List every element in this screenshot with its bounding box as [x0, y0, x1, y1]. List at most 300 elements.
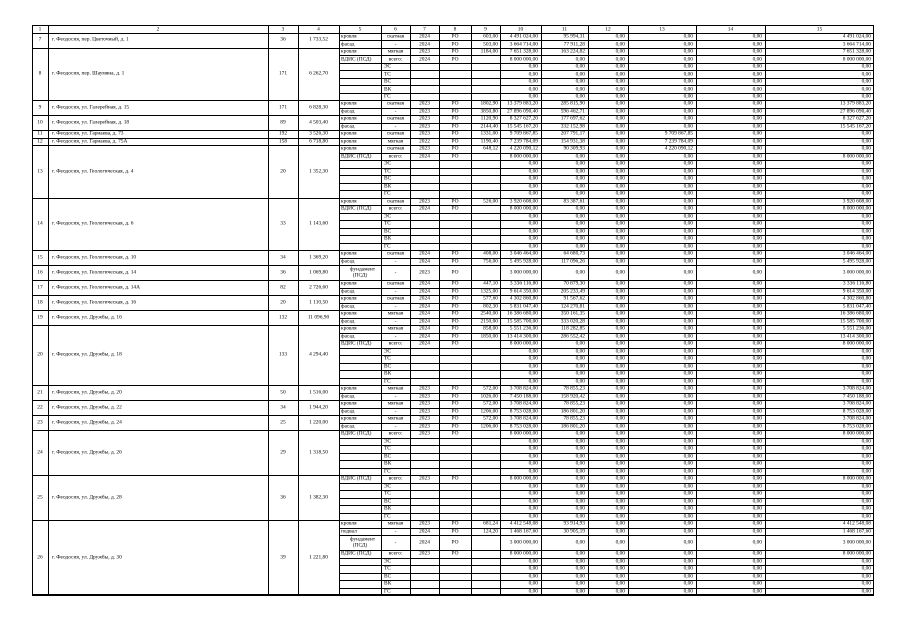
amount-cell: 0,00: [615, 400, 625, 407]
amount-cell: 0,00: [575, 490, 585, 497]
material-cell: ЭС: [384, 482, 392, 489]
amount-cell: 0,00: [528, 572, 538, 579]
amount-cell: 0,00: [575, 378, 585, 385]
sub-row-rule: [339, 468, 874, 469]
address-cell: г. Феодосия, ул. Гарнаева, д. 73: [52, 130, 124, 137]
amount-cell: 0,00: [683, 355, 693, 362]
material-cell: -: [394, 303, 397, 310]
material-cell: ЭС: [384, 557, 392, 564]
amount-cell: 154 931,38: [560, 138, 585, 145]
apartments-cell: 192: [278, 130, 288, 137]
year-cell: 2023: [419, 393, 430, 400]
amount-cell: 0,00: [683, 430, 693, 437]
amount-cell: 0,00: [528, 370, 538, 377]
amount-cell: 0,00: [752, 288, 762, 295]
volume-cell: 1802,90: [480, 100, 498, 107]
amount-cell: 9 614 350,00: [842, 288, 871, 295]
amount-cell: 1 468 167,60: [842, 527, 871, 534]
method-cell: РО: [451, 310, 459, 317]
amount-cell: 3 000 000,00: [842, 269, 871, 276]
amount-cell: 3 664 714,00: [842, 40, 871, 47]
amount-cell: 0,00: [752, 539, 762, 546]
work-type-cell: ВДИС (ПСД): [341, 430, 372, 437]
amount-cell: 9 709 867,85: [509, 130, 538, 137]
amount-cell: 3 664 714,00: [509, 40, 538, 47]
volume-cell: 1850,00: [480, 333, 498, 340]
amount-cell: 0,00: [575, 348, 585, 355]
amount-cell: 8 000 000,00: [842, 205, 871, 212]
amount-cell: 0,00: [683, 100, 693, 107]
area-cell: 1 369,20: [309, 254, 328, 261]
amount-cell: 91 567,62: [563, 295, 585, 302]
amount-cell: 7 239 784,09: [509, 138, 538, 145]
amount-cell: 186 801,20: [560, 408, 585, 414]
amount-cell: 0,00: [752, 415, 762, 422]
volume-cell: 648,12: [483, 145, 498, 152]
amount-cell: 0,00: [683, 550, 693, 557]
amount-cell: 0,00: [575, 572, 585, 579]
amount-cell: 0,00: [528, 565, 538, 572]
amount-cell: 5 551 236,00: [842, 325, 871, 332]
year-cell: 2024: [419, 280, 430, 287]
amount-cell: 0,00: [861, 587, 871, 594]
amount-cell: 0,00: [615, 415, 625, 422]
year-cell: 2024: [419, 303, 430, 310]
apartments-cell: 171: [278, 104, 288, 111]
amount-cell: 8 753 028,00: [509, 408, 538, 414]
amount-cell: 0,00: [683, 400, 693, 407]
year-cell: 2023: [419, 48, 430, 55]
address-cell: г. Феодосия, ул. Дружбы, д. 18: [52, 351, 122, 358]
amount-cell: 0,00: [683, 40, 693, 47]
amount-cell: 0,00: [528, 220, 538, 227]
amount-cell: 0,00: [752, 70, 762, 77]
amount-cell: 0,00: [752, 318, 762, 325]
year-cell: 2024: [419, 205, 430, 212]
method-cell: РО: [451, 318, 459, 325]
method-cell: РО: [451, 430, 459, 437]
apartments-cell: 39: [280, 553, 286, 560]
amount-cell: 0,00: [752, 93, 762, 100]
amount-cell: 177 697,62: [560, 115, 585, 122]
row-number: 9: [38, 104, 42, 111]
volume-cell: 2144,40: [480, 123, 498, 130]
amount-cell: 0,00: [615, 295, 625, 302]
amount-cell: 30 905,19: [563, 527, 585, 534]
volume-cell: 1331,00: [480, 130, 498, 137]
amount-cell: 0,00: [752, 333, 762, 340]
volume-cell: 503,00: [483, 40, 498, 47]
amount-cell: 117 096,26: [560, 258, 585, 265]
amount-cell: 0,00: [752, 393, 762, 400]
amount-cell: 3 046 464,00: [842, 250, 871, 257]
amount-cell: 0,00: [752, 348, 762, 355]
row-number: 23: [37, 418, 43, 425]
amount-cell: 8 753 028,00: [509, 422, 538, 429]
amount-cell: 0,00: [683, 93, 693, 100]
amount-cell: 4 412 548,08: [842, 520, 871, 527]
amount-cell: 0,00: [861, 160, 871, 167]
method-cell: РО: [451, 198, 459, 205]
sub-row-rule: [339, 220, 874, 221]
material-cell: ГС: [384, 190, 391, 197]
volume-cell: 2150,00: [480, 318, 498, 325]
amount-cell: 0,00: [752, 40, 762, 47]
amount-cell: 0,00: [575, 85, 585, 92]
amount-cell: 13 414 300,00: [507, 333, 538, 340]
amount-cell: 0,00: [615, 512, 625, 519]
amount-cell: 0,00: [861, 580, 871, 587]
method-cell: РО: [451, 325, 459, 332]
amount-cell: 0,00: [615, 198, 625, 205]
year-cell: 2023: [419, 198, 430, 205]
year-cell: 2023: [419, 520, 430, 527]
amount-cell: 0,00: [615, 385, 625, 392]
apartments-cell: 34: [280, 254, 286, 261]
amount-cell: 0,00: [861, 490, 871, 497]
volume-cell: 577,60: [483, 295, 498, 302]
method-cell: РО: [451, 550, 459, 557]
year-cell: 2024: [419, 318, 430, 325]
amount-cell: 4 491 024,00: [842, 33, 871, 40]
amount-cell: 8 000 000,00: [509, 475, 538, 482]
method-cell: РО: [451, 340, 459, 347]
material-cell: ТС: [384, 565, 391, 572]
amount-cell: 16 386 680,00: [507, 310, 538, 317]
amount-cell: 0,00: [615, 235, 625, 242]
row-number: 26: [37, 553, 43, 560]
amount-cell: 0,00: [615, 422, 625, 429]
work-type-cell: кровля: [341, 520, 357, 527]
amount-cell: 0,00: [528, 445, 538, 452]
amount-cell: 0,00: [752, 303, 762, 310]
amount-cell: 0,00: [683, 452, 693, 459]
work-type-cell: ВДИС (ПСД): [341, 55, 372, 62]
amount-cell: 0,00: [615, 408, 625, 414]
work-type-cell: фасад: [341, 288, 355, 295]
amount-cell: 0,00: [683, 497, 693, 504]
amount-cell: 7 651 328,00: [842, 48, 871, 55]
method-cell: РО: [451, 527, 459, 534]
material-cell: ЭС: [384, 437, 392, 444]
amount-cell: 93 914,93: [563, 520, 585, 527]
amount-cell: 0,00: [683, 123, 693, 130]
amount-cell: 0,00: [615, 340, 625, 347]
amount-cell: 0,00: [615, 497, 625, 504]
sub-row-rule: [339, 588, 874, 589]
sub-row-rule: [339, 565, 874, 566]
amount-cell: 0,00: [575, 467, 585, 474]
header-cell: 9: [484, 25, 487, 32]
material-cell: -: [394, 539, 397, 546]
sub-row-rule: [339, 535, 874, 536]
amount-cell: 0,00: [575, 550, 585, 557]
year-cell: 2023: [419, 415, 430, 422]
method-cell: РО: [451, 295, 459, 302]
amount-cell: 0,00: [575, 363, 585, 370]
area-cell: 1 944,20: [309, 403, 328, 410]
work-type-cell: ВДИС (ПСД): [341, 205, 372, 212]
volume-cell: 681,24: [483, 520, 498, 527]
amount-cell: 0,00: [615, 520, 625, 527]
area-cell: 6 262,70: [309, 70, 328, 77]
amount-cell: 8 000 000,00: [842, 475, 871, 482]
amount-cell: 78 855,23: [563, 400, 585, 407]
amount-cell: 207 791,17: [560, 130, 585, 137]
volume-cell: 3850,80: [480, 108, 498, 115]
amount-cell: 0,00: [683, 310, 693, 317]
amount-cell: 0,00: [752, 460, 762, 467]
header-cell: 2: [156, 25, 160, 32]
amount-cell: 0,00: [615, 183, 625, 190]
amount-cell: 0,00: [615, 527, 625, 534]
material-cell: скатная: [386, 130, 405, 137]
area-cell: 1 382,30: [309, 493, 328, 500]
apartments-cell: 36: [280, 269, 286, 276]
amount-cell: 8 000 000,00: [509, 153, 538, 160]
amount-cell: 0,00: [752, 325, 762, 332]
sub-row-rule: [339, 63, 874, 64]
amount-cell: 0,00: [683, 198, 693, 205]
amount-cell: 0,00: [575, 482, 585, 489]
work-type-cell: кровля: [341, 385, 357, 392]
amount-cell: 3 920 608,00: [842, 198, 871, 205]
sub-row-rule: [339, 190, 874, 191]
amount-cell: 0,00: [575, 539, 585, 546]
method-cell: РО: [451, 415, 459, 422]
amount-cell: 0,00: [683, 33, 693, 40]
amount-cell: 0,00: [528, 378, 538, 385]
address-cell: г. Феодосия, ул. Геологическая, д. 14: [52, 269, 137, 276]
amount-cell: 0,00: [752, 250, 762, 257]
amount-cell: 0,00: [615, 70, 625, 77]
amount-cell: 0,00: [752, 550, 762, 557]
amount-cell: 0,00: [528, 160, 538, 167]
amount-cell: 0,00: [683, 108, 693, 115]
amount-cell: 124 270,81: [560, 303, 585, 310]
work-type-cell: кровля: [341, 138, 357, 145]
amount-cell: 0,00: [683, 393, 693, 400]
volume-cell: 447,10: [483, 280, 498, 287]
amount-cell: 0,00: [615, 445, 625, 452]
address-cell: г. Феодосия, ул. Дружбы, д. 30: [52, 553, 122, 560]
method-cell: РО: [451, 258, 459, 265]
amount-cell: 0,00: [752, 205, 762, 212]
header-cell: 11: [561, 25, 568, 32]
apartments-cell: 36: [280, 36, 286, 43]
amount-cell: 0,00: [861, 220, 871, 227]
amount-cell: 0,00: [615, 78, 625, 85]
amount-cell: 0,00: [615, 482, 625, 489]
amount-cell: 0,00: [575, 269, 585, 276]
work-type-cell: фасад: [341, 333, 355, 340]
amount-cell: 0,00: [752, 445, 762, 452]
amount-cell: 0,00: [528, 437, 538, 444]
amount-cell: 0,00: [861, 355, 871, 362]
year-cell: 2024: [419, 310, 430, 317]
amount-cell: 8 000 000,00: [842, 340, 871, 347]
amount-cell: 0,00: [752, 100, 762, 107]
work-type-cell: кровля: [341, 115, 357, 122]
amount-cell: 0,00: [683, 527, 693, 534]
amount-cell: 0,00: [752, 130, 762, 137]
sub-row-rule: [339, 85, 874, 86]
amount-cell: 0,00: [861, 363, 871, 370]
amount-cell: 0,00: [528, 460, 538, 467]
amount-cell: 0,00: [528, 70, 538, 77]
method-cell: РО: [451, 250, 459, 257]
amount-cell: 0,00: [861, 445, 871, 452]
year-cell: 2024: [419, 340, 430, 347]
amount-cell: 0,00: [575, 460, 585, 467]
volume-cell: 572,00: [483, 385, 498, 392]
amount-cell: 0,00: [575, 228, 585, 235]
material-cell: ТС: [384, 445, 391, 452]
year-cell: 2024: [419, 295, 430, 302]
header-cell: 1: [38, 25, 42, 32]
address-cell: г. Феодосия, ул. Галерейная, д. 15: [52, 104, 130, 111]
work-type-cell: кровля: [341, 100, 357, 107]
header-cell: 7: [423, 25, 426, 32]
amount-cell: 0,00: [615, 310, 625, 317]
year-cell: 2024: [419, 333, 430, 340]
amount-cell: 8 000 000,00: [509, 205, 538, 212]
volume-cell: 526,00: [483, 198, 498, 205]
method-cell: РО: [451, 303, 459, 310]
address-cell: г. Феодосия, ул. Дружбы, д. 20: [52, 388, 122, 395]
amount-cell: 333 020,28: [560, 318, 585, 325]
amount-cell: 0,00: [752, 378, 762, 385]
amount-cell: 4 491 024,00: [509, 33, 538, 40]
amount-cell: 0,00: [575, 370, 585, 377]
row-number: 7: [38, 36, 42, 43]
amount-cell: 0,00: [575, 445, 585, 452]
apartments-cell: 20: [280, 167, 286, 174]
year-cell: 2023: [419, 123, 430, 130]
amount-cell: 13 379 883,20: [507, 100, 538, 107]
work-type-cell: фасад: [341, 303, 355, 310]
method-cell: РО: [451, 48, 459, 55]
work-type-cell: ВДИС (ПСД): [341, 475, 372, 482]
amount-cell: 8 000 000,00: [509, 55, 538, 62]
year-cell: 2024: [419, 40, 430, 47]
amount-cell: 0,00: [575, 213, 585, 220]
amount-cell: 0,00: [752, 198, 762, 205]
amount-cell: 0,00: [615, 100, 625, 107]
amount-cell: 0,00: [752, 168, 762, 175]
volume-cell: 603,00: [483, 33, 498, 40]
amount-cell: 0,00: [861, 505, 871, 512]
sub-row-rule: [339, 505, 874, 506]
amount-cell: 0,00: [752, 228, 762, 235]
amount-cell: 0,00: [575, 512, 585, 519]
work-type-cell: фасад: [341, 258, 355, 265]
amount-cell: 0,00: [752, 527, 762, 534]
amount-cell: 15 545 167,20: [507, 123, 538, 130]
amount-cell: 0,00: [752, 235, 762, 242]
sub-row-rule: [339, 175, 874, 176]
material-cell: ВС: [384, 78, 392, 85]
amount-cell: 0,00: [752, 385, 762, 392]
material-cell: скатная: [386, 250, 405, 257]
amount-cell: 0,00: [683, 63, 693, 70]
row-number: 12: [37, 137, 43, 144]
amount-cell: 0,00: [615, 138, 625, 145]
amount-cell: 0,00: [528, 490, 538, 497]
material-cell: скатная: [386, 145, 405, 152]
work-type-cell: кровля: [341, 250, 357, 257]
amount-cell: 0,00: [528, 190, 538, 197]
material-cell: ВС: [384, 228, 392, 235]
material-cell: ТС: [384, 70, 391, 77]
amount-cell: 0,00: [615, 587, 625, 594]
scanned-table-page: [32, 25, 874, 595]
work-type-cell: кровля: [341, 33, 357, 40]
amount-cell: 0,00: [575, 160, 585, 167]
amount-cell: 0,00: [861, 243, 871, 250]
amount-cell: 5 831 047,40: [842, 303, 871, 310]
address-cell: г. Феодосия, ул. Дружбы, д. 24: [52, 418, 122, 425]
method-cell: РО: [451, 55, 459, 62]
year-cell: 2024: [419, 539, 430, 546]
amount-cell: 0,00: [752, 565, 762, 572]
work-type-cell: фундамент (ПСД): [350, 266, 376, 279]
amount-cell: 0,00: [752, 243, 762, 250]
amount-cell: 0,00: [575, 557, 585, 564]
amount-cell: 0,00: [683, 333, 693, 340]
amount-cell: 0,00: [752, 475, 762, 482]
amount-cell: 0,00: [683, 48, 693, 55]
address-cell: г. Феодосия, ул. Дружбы, д. 16: [52, 314, 122, 321]
amount-cell: 7 651 328,00: [509, 48, 538, 55]
row-number: 16: [37, 269, 43, 276]
amount-cell: 0,00: [575, 497, 585, 504]
amount-cell: 0,00: [615, 55, 625, 62]
amount-cell: 0,00: [683, 415, 693, 422]
year-cell: 2024: [419, 258, 430, 265]
amount-cell: 0,00: [683, 318, 693, 325]
amount-cell: 0,00: [861, 183, 871, 190]
amount-cell: 15 585 700,00: [507, 318, 538, 325]
amount-cell: 0,00: [752, 48, 762, 55]
amount-cell: 0,00: [615, 258, 625, 265]
address-cell: г. Феодосия, ул. Геологическая, д. 4: [52, 167, 134, 174]
material-cell: -: [394, 422, 397, 429]
apartments-cell: 20: [280, 299, 286, 306]
work-type-cell: кровля: [341, 145, 357, 152]
amount-cell: 9 709 867,85: [664, 130, 693, 137]
amount-cell: 0,00: [752, 138, 762, 145]
amount-cell: 15 585 700,00: [840, 318, 871, 325]
material-cell: ВС: [384, 363, 392, 370]
material-cell: ЭС: [384, 63, 392, 70]
amount-cell: 3 708 824,00: [509, 385, 538, 392]
amount-cell: 0,00: [752, 269, 762, 276]
amount-cell: 0,00: [683, 85, 693, 92]
year-cell: 2023: [419, 400, 430, 407]
year-cell: 2023: [419, 408, 430, 414]
amount-cell: 0,00: [861, 557, 871, 564]
method-cell: РО: [451, 288, 459, 295]
area-cell: 6 828,30: [309, 104, 328, 111]
work-type-cell: кровля: [341, 310, 357, 317]
amount-cell: 0,00: [615, 303, 625, 310]
method-cell: РО: [451, 539, 459, 546]
amount-cell: 0,00: [683, 370, 693, 377]
amount-cell: 0,00: [615, 168, 625, 175]
amount-cell: 0,00: [861, 190, 871, 197]
amount-cell: 0,00: [575, 205, 585, 212]
